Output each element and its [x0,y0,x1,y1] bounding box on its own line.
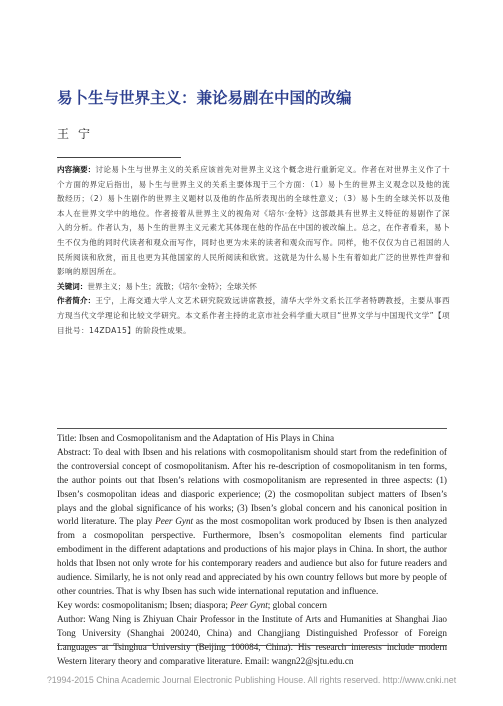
abstract-cn-text: 讨论易卜生与世界主义的关系应该首先对世界主义这个概念进行重新定义。作者在对世界主义作了十个方面的界定后指出，易卜生与世界主义的关系主要体现于三个方面：（1）易卜生的世界主义观念以及他的流散经历；（2）易卜生剧作的世界主义题材以及他的作品所表现出的全球性意义；（3）易卜生的全球关怀以及他本人在世界文学中的地位。作者接着从世界主义的视角对《培尔·金特》这部最具有世界主义特征的易剧作了深入的分析。作者认为，易卜生的世界主义元素尤其体现在他的作品在中国的被改编上。总之，在作者看来，易卜生不仅为他的同时代读者和观众而写作，同时也更为未来的读者和观众而写作。同样，他不仅仅为自己祖国的人民所阅读和欣赏，而且也更为其他国家的人民所阅读和欣赏。这就是为什么易卜生有着如此广泛的世界性声誉和影响的原因所在。 [57,165,450,277]
author-cn-text: 王宁，上海交通大学人文艺术研究院致远讲席教授，清华大学外文系长江学者特聘教授，主要从事西方现当代文学理论和比较文学研究。本文系作者主持的北京市社会科学重大项目“世界文学与中国现代文学”【项目批号：14ZDA15】的阶段性成果。 [57,296,450,335]
author-en-text: Wang Ning is Zhiyuan Chair Professor in the Institute of Arts and Humanities at Shanghai Jiao Tong University (Shanghai 200240, China) and Changjiang Distinguished Professor of Foreign Languages at Tsinghua University (Beijing 100084, China). His research interests include modern Western literary theory and comparative literature. Email: wangn22@sjtu.edu.cn [57,613,447,666]
english-abstract-block [57,432,447,668]
english-author-bio [57,613,447,669]
keywords-en-post: ; global concern [267,599,327,610]
keywords-en-label: Key words: [57,599,100,610]
chinese-author-bio [57,294,450,338]
keywords-en-pre: cosmopolitanism; Ibsen; diaspora; [99,599,231,610]
chinese-abstract [57,163,450,280]
article-title: 易卜生与世界主义：兼论易剧在中国的改编 [57,89,352,107]
english-abstract [57,446,447,599]
abstract-cn-label: 内容摘要： [57,165,96,174]
abstract-en-text-2: as the most cosmopolitan work produced by Ibsen is then analyzed from a cosmopolitan perspective. Furthermore, Ibsen’s cosmopolitan elements find particular embodiment in the different adaptations and productions of his major plays in China. In short, the author holds that Ibsen not only wrote for his contemporary readers and audience but also for future readers and audience. Similarly, he is not only read and appreciated by his own country fellows but more by people of other countries. That is why Ibsen has such wide international reputation and influence. [57,516,448,596]
author-en-label: Author: [57,613,86,624]
divider-short [57,157,181,158]
chinese-abstract-block [57,163,450,338]
keywords-en-play: Peer Gynt [230,599,268,610]
abstract-en-label: Abstract: [57,446,91,457]
abstract-en-play-title: Peer Gynt [155,516,194,527]
abstract-en-text-1: To deal with Ibsen and his relations with cosmopolitanism should start from the redefinition of the controversial concept of cosmopolitanism. After his re-description of cosmopolitanism in ten forms, the author points out that Ibsen’s relations with cosmopolitanism are represented in three aspects: (1) Ibsen’s cosmopolitan ideas and diasporic experience; (2) the cosmopolitan subject matters of Ibsen’s plays and the global significance of his works; (3) Ibsen’s global concern and his canonical position in world literature. The play [57,446,447,527]
keywords-cn-label: 关键词： [57,281,88,291]
author-name: 王宁 [57,127,100,141]
copyright-footer: ?1994-2015 China Academic Journal Electronic Publishing House. All rights reserved. http://www.cnki.net [46,675,457,685]
divider-middle [57,428,447,429]
divider-bottom [57,645,447,646]
keywords-cn-text: 世界主义；易卜生；流散；《培尔·金特》；全球关怀 [87,281,257,291]
chinese-keywords [57,280,450,295]
author-cn-label: 作者简介： [57,296,96,306]
english-title: Title: Ibsen and Cosmopolitanism and the Adaptation of His Plays in China [57,433,335,443]
english-keywords [57,599,447,613]
